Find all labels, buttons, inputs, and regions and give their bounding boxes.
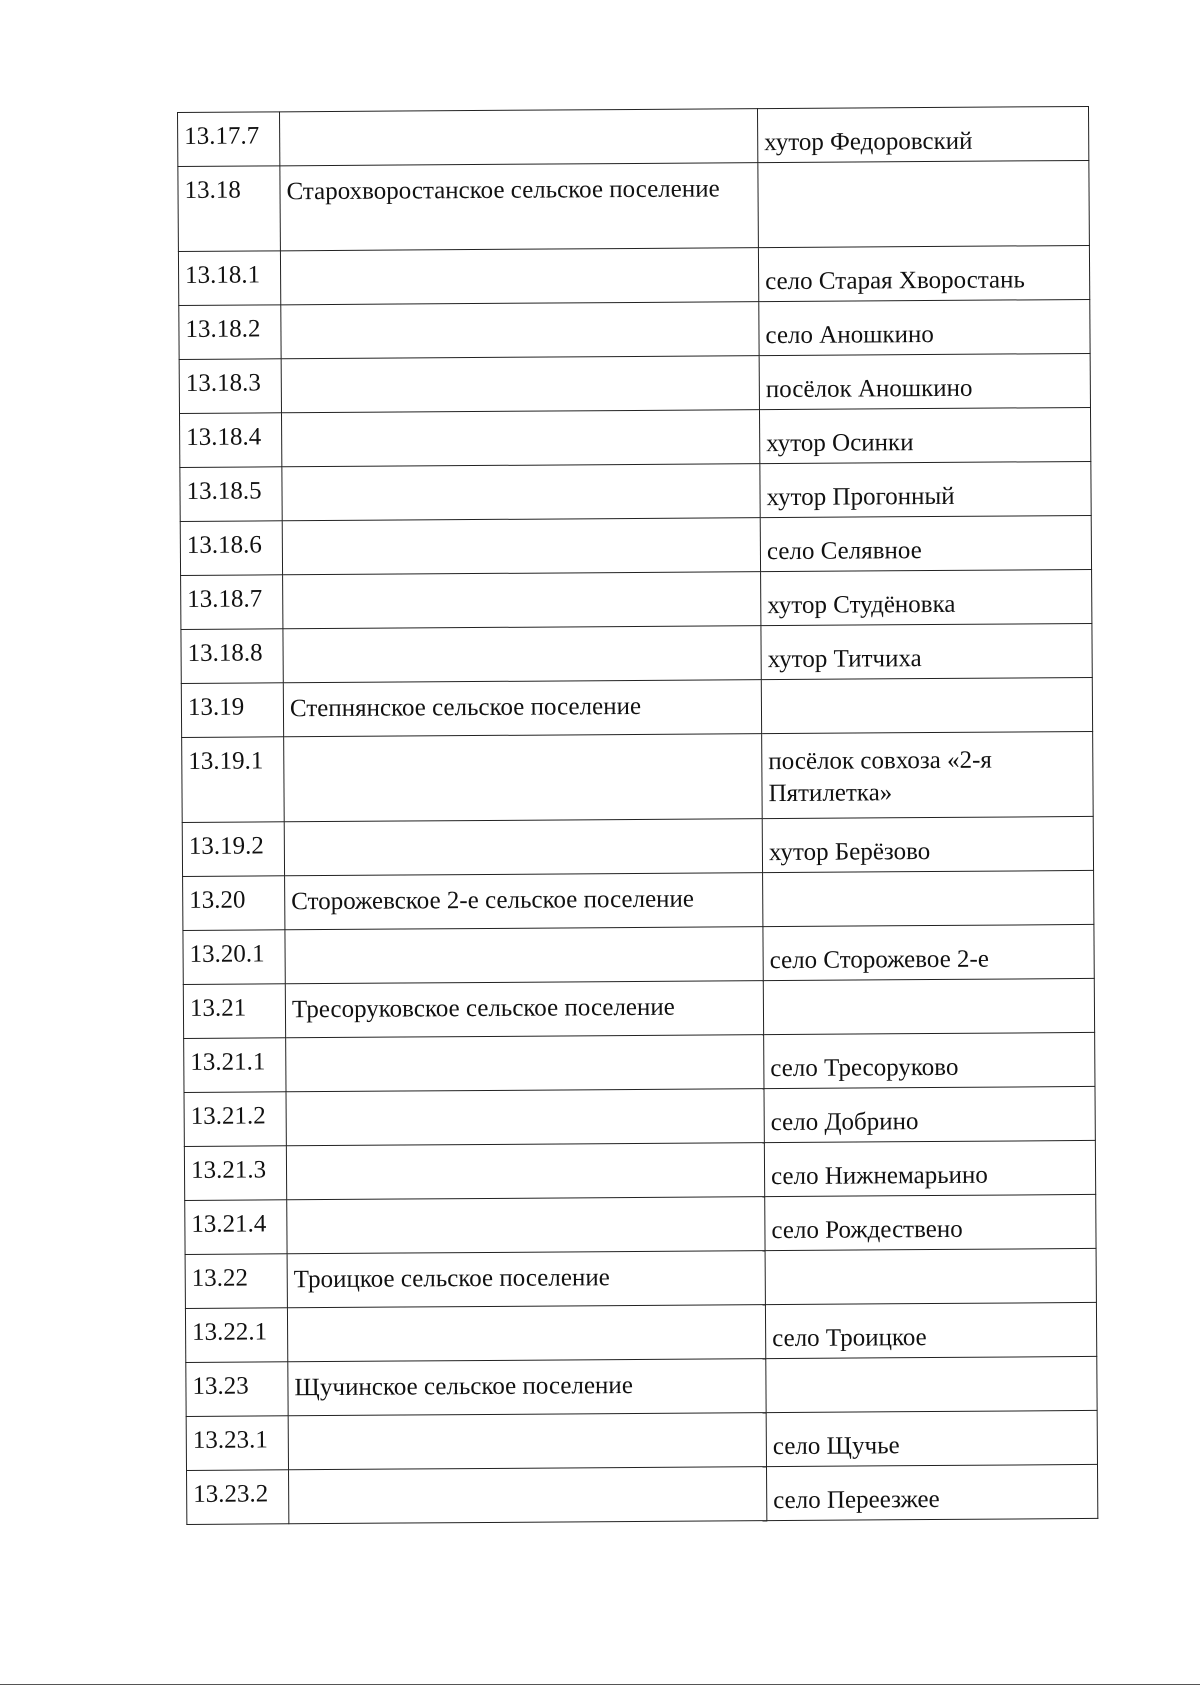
row-number: 13.18.5 <box>180 467 282 522</box>
row-number: 13.18.3 <box>179 359 281 414</box>
locality-name <box>765 1248 1096 1304</box>
table-row <box>185 1302 1096 1362</box>
row-number: 13.21 <box>183 984 285 1039</box>
locality-name: хутор Титчиха <box>761 623 1092 679</box>
settlements-table-body <box>178 106 1098 1524</box>
table-row <box>179 299 1090 359</box>
settlement-name <box>281 356 759 413</box>
settlement-name: Сторожевское 2-е сельское поселение <box>285 873 763 930</box>
settlement-name <box>283 572 761 629</box>
row-number: 13.19.1 <box>182 737 285 823</box>
locality-name: село Старая Хворостань <box>758 245 1089 301</box>
settlement-name <box>282 464 760 521</box>
table-row <box>181 569 1092 629</box>
row-number: 13.18.2 <box>179 305 281 360</box>
table-row <box>184 1032 1095 1092</box>
table-row <box>185 1194 1096 1254</box>
table-row <box>179 407 1090 467</box>
settlement-name: Троицкое сельское поселение <box>287 1251 765 1308</box>
locality-name: село Тресоруково <box>764 1032 1095 1088</box>
locality-name <box>761 677 1092 733</box>
row-number: 13.21.2 <box>184 1092 286 1147</box>
table-row <box>186 1410 1097 1470</box>
locality-name: село Добрино <box>764 1086 1095 1142</box>
locality-name: хутор Осинки <box>759 407 1090 463</box>
table-row <box>184 1140 1095 1200</box>
row-number: 13.19.2 <box>182 822 284 877</box>
table-row <box>179 353 1090 413</box>
table-row <box>183 924 1094 984</box>
row-number: 13.21.4 <box>185 1200 287 1255</box>
table-row <box>181 623 1092 683</box>
locality-name: село Сторожевое 2-е <box>763 924 1094 980</box>
settlement-name <box>284 734 763 822</box>
row-number: 13.21.1 <box>184 1038 286 1093</box>
locality-name: село Переезжее <box>766 1464 1097 1520</box>
locality-name: село Нижнемарьино <box>764 1140 1095 1196</box>
settlement-name <box>286 1035 764 1092</box>
locality-name: село Щучье <box>766 1410 1097 1466</box>
locality-name: хутор Берёзово <box>762 816 1093 872</box>
locality-name <box>763 870 1094 926</box>
settlement-name: Тресоруковское сельское поселение <box>285 981 763 1038</box>
locality-name: посёлок Аношкино <box>759 353 1090 409</box>
table-row <box>178 106 1089 166</box>
settlement-name <box>280 109 758 166</box>
locality-name: хутор Студёновка <box>761 569 1092 625</box>
settlement-name: Щучинское сельское поселение <box>288 1359 766 1416</box>
row-number: 13.18.6 <box>180 521 282 576</box>
table-row <box>183 870 1094 930</box>
locality-name: село Троицкое <box>765 1302 1096 1358</box>
table-row <box>180 515 1091 575</box>
settlement-name <box>287 1305 765 1362</box>
table-row <box>178 245 1089 305</box>
locality-name: посёлок совхоза «2-я Пятилетка» <box>762 731 1094 818</box>
locality-name: село Аношкино <box>759 299 1090 355</box>
locality-name: село Рождествено <box>765 1194 1096 1250</box>
table-row <box>185 1248 1096 1308</box>
row-number: 13.22 <box>185 1254 287 1309</box>
locality-name: хутор Прогонный <box>760 461 1091 517</box>
settlement-name: Старохворостанское сельское поселение <box>280 163 759 251</box>
row-number: 13.18 <box>178 166 281 252</box>
row-number: 13.18.7 <box>181 575 283 630</box>
settlement-name <box>283 626 761 683</box>
row-number: 13.17.7 <box>178 112 280 167</box>
settlement-name <box>286 1143 764 1200</box>
settlement-name <box>281 410 759 467</box>
table-row <box>187 1464 1098 1524</box>
row-number: 13.22.1 <box>185 1308 287 1363</box>
locality-name <box>758 160 1090 247</box>
settlement-name: Степнянское сельское поселение <box>283 680 761 737</box>
settlement-name <box>285 927 763 984</box>
row-number: 13.23 <box>186 1362 288 1417</box>
row-number: 13.18.1 <box>178 251 280 306</box>
table-row <box>184 1086 1095 1146</box>
locality-name: хутор Федоровский <box>757 106 1088 162</box>
table-row <box>181 677 1092 737</box>
locality-name <box>766 1356 1097 1412</box>
settlement-name <box>282 518 760 575</box>
row-number: 13.20 <box>183 876 285 931</box>
row-number: 13.20.1 <box>183 930 285 985</box>
row-number: 13.18.4 <box>179 413 281 468</box>
locality-name <box>763 978 1094 1034</box>
row-number: 13.18.8 <box>181 629 283 684</box>
table-row <box>178 160 1090 251</box>
table-row <box>182 731 1094 822</box>
table-row <box>186 1356 1097 1416</box>
row-number: 13.23.1 <box>186 1416 288 1471</box>
settlement-name <box>286 1089 764 1146</box>
table-row <box>183 978 1094 1038</box>
settlement-name <box>284 819 762 876</box>
settlements-table <box>177 106 1098 1525</box>
row-number: 13.21.3 <box>184 1146 286 1201</box>
settlement-name <box>281 302 759 359</box>
page-bottom-rule <box>0 1684 1200 1685</box>
row-number: 13.23.2 <box>187 1470 289 1525</box>
settlement-name <box>287 1197 765 1254</box>
settlement-name <box>288 1413 766 1470</box>
row-number: 13.19 <box>181 683 283 738</box>
settlement-name <box>280 248 758 305</box>
table-row <box>182 816 1093 876</box>
settlement-name <box>289 1467 767 1524</box>
table-row <box>180 461 1091 521</box>
locality-name: село Селявное <box>760 515 1091 571</box>
